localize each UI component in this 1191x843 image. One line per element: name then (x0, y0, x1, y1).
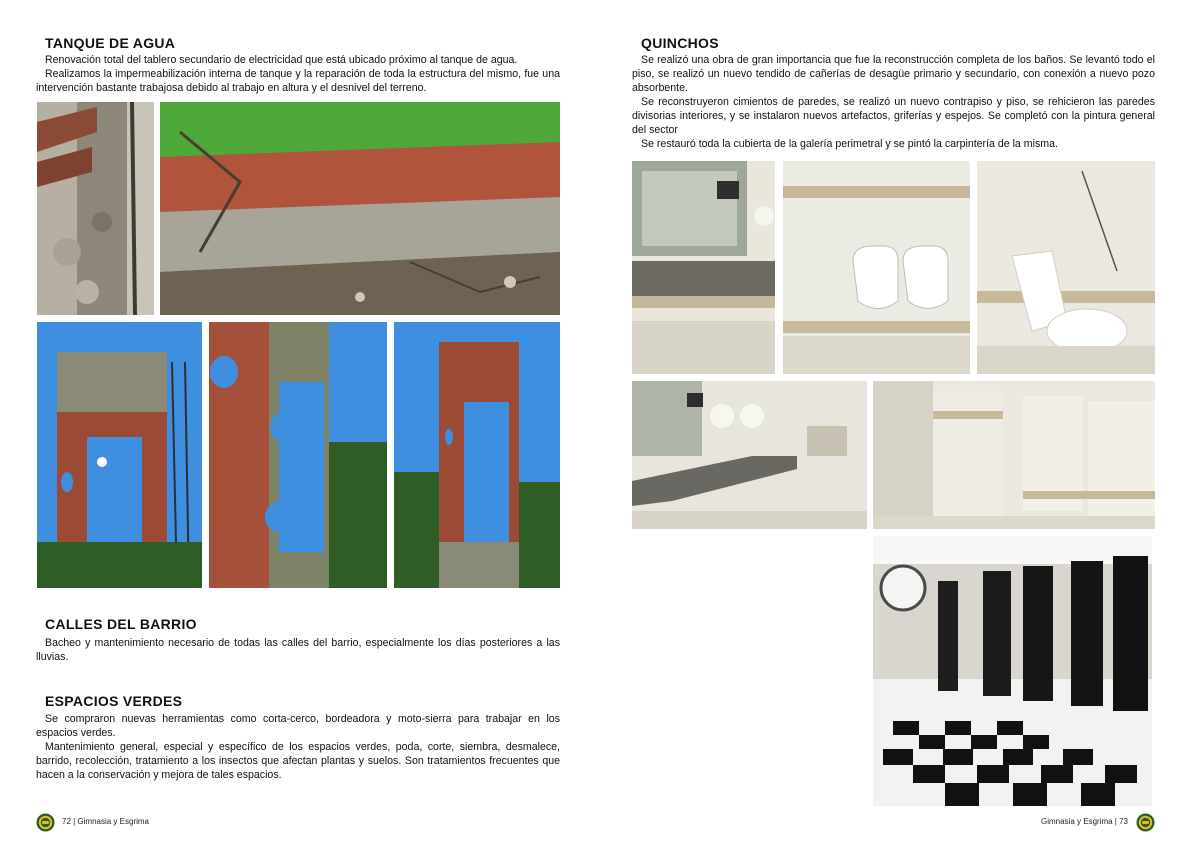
paragraph: Se realizó una obra de gran importancia que fue la reconstrucción completa de los baños. Se levantó todo el piso, se realizó un nuevo tendido de cañerías de desagüe primario y secundario, con conexión a nuevo pozo absorbente. (632, 54, 1155, 94)
paragraph: Renovación total del tablero secundario de electricidad que está ubicado próximo al tanque de agua. (45, 54, 518, 66)
page-number-left: 72 | Gimnasia y Esgrima (62, 817, 149, 826)
photo-bathroom-toilet (977, 161, 1155, 374)
photo-tower-wide (394, 322, 560, 588)
paragraph: Se reconstruyeron cimientos de paredes, se realizó un nuevo contrapiso y piso, se rehicieron las paredes divisorias interiores, y se instalaron nuevos artefactos, griferías y espejos. Se completó con la pintura general del sector (632, 96, 1155, 136)
section-heading-espacios: ESPACIOS VERDES (45, 693, 183, 709)
paragraph: Bacheo y mantenimiento necesario de todas las calles del barrio, especialmente los días posteriores a las lluvias. (36, 637, 560, 663)
photo-bathroom-sink-mirror (632, 161, 775, 374)
section-heading-calles: CALLES DEL BARRIO (45, 616, 197, 632)
photo-bathroom-urinals (783, 161, 970, 374)
section-heading-quinchos: QUINCHOS (641, 35, 719, 51)
section-text-espacios (36, 712, 560, 782)
paragraph: Realizamos la impermeabilización interna de tanque y la reparación de toda la estructura del mismo, fue una intervención bastante trabajosa debido al trabajo en altura y el desnivel del terreno. (36, 68, 560, 94)
club-logo-icon (36, 813, 55, 832)
photo-tower-closeup (209, 322, 387, 588)
section-heading-tanque: TANQUE DE AGUA (45, 35, 176, 51)
photo-wall-grass (160, 102, 560, 315)
photo-bathroom-stalls (873, 381, 1155, 529)
photo-wall-closeup (37, 102, 154, 315)
photo-bathroom-vanity (632, 381, 867, 529)
paragraph: Se restauró toda la cubierta de la galería perimetral y se pintó la carpintería de la misma. (641, 138, 1058, 150)
section-text-calles (36, 636, 560, 664)
photo-tower-climber (37, 322, 202, 588)
section-text-tanque (36, 53, 560, 95)
photo-bathroom-checkered-floor (873, 536, 1152, 806)
paragraph: Mantenimiento general, especial y específico de los espacios verdes, poda, corte, siembra, desmalece, barrido, recolección, tratamiento a los insectos que afectan plantas y suelos. Son tratamientos frecuentes que hacen a la conservación y mejora de tales espacios. (36, 741, 560, 781)
section-text-quinchos (632, 53, 1155, 151)
page-number-right: Gimnasia y Esgrima | 73 (1041, 817, 1128, 826)
paragraph: Se compraron nuevas herramientas como corta-cerco, bordeadora y moto-sierra para trabajar en los espacios verdes. (36, 713, 560, 739)
club-logo-icon (1136, 813, 1155, 832)
